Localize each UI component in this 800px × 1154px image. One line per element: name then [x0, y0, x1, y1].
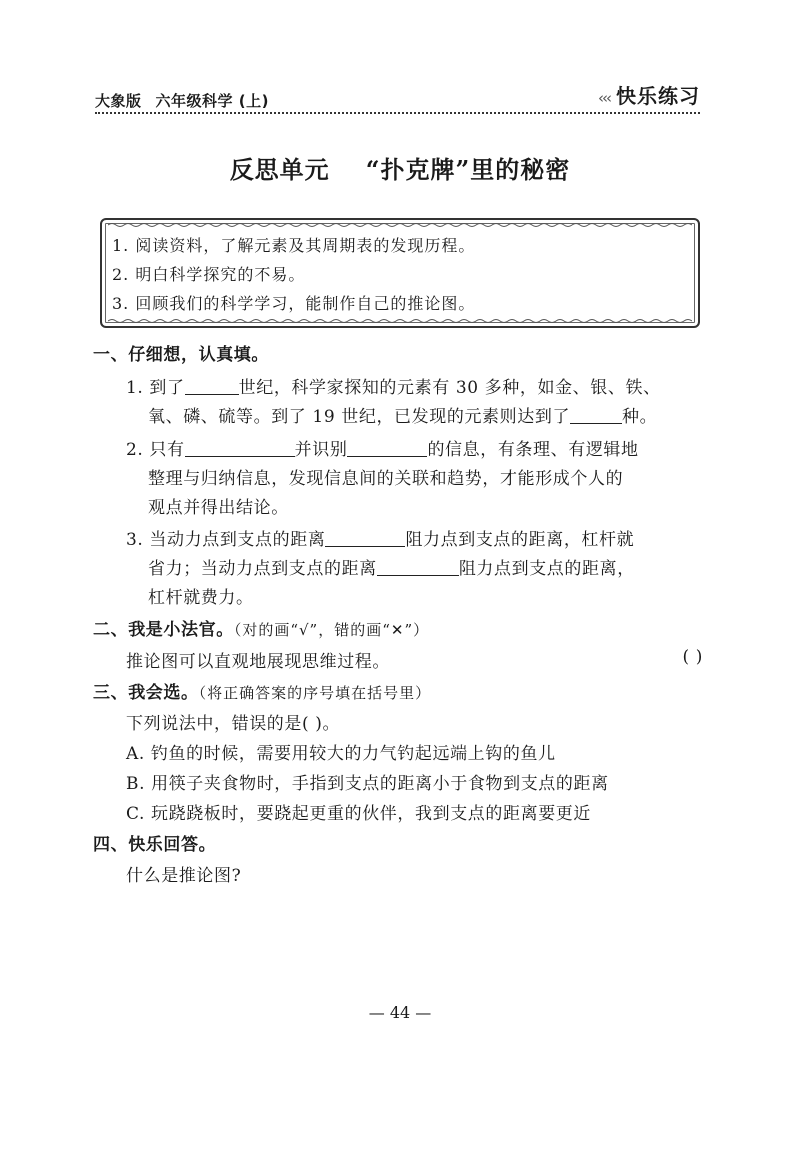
- q3-line-2: [148, 554, 635, 579]
- section-3-heading-line: [93, 678, 431, 703]
- section-4-heading: 四、快乐回答。: [93, 835, 217, 855]
- q2-line-3: 观点并得出结论。: [148, 498, 289, 518]
- goal-item: 3. 回顾我们的科学学习，能制作自己的推论图。: [112, 294, 476, 313]
- q1-text-d: 种。: [622, 407, 658, 427]
- wavy-border-bottom: [108, 318, 692, 324]
- topic-title: “扑克牌”里的秘密: [365, 155, 571, 184]
- header-book-info: [95, 90, 269, 111]
- section-2-heading-line: [93, 615, 429, 640]
- choice-option-b: B. 用筷子夹食物时，手指到支点的距离小于食物到支点的距离: [126, 774, 609, 794]
- section-2-heading: 二、我是小法官。: [93, 620, 234, 640]
- section-3-note: （将正确答案的序号填在括号里）: [198, 684, 432, 702]
- section-1-heading: 一、仔细想，认真填。: [93, 345, 269, 365]
- q3-text-d: 阻力点到支点的距离，: [458, 559, 635, 579]
- page-number: — 44 —: [368, 1003, 432, 1022]
- goal-item: 1. 阅读资料，了解元素及其周期表的发现历程。: [112, 236, 476, 255]
- q3-text-a: 3. 当动力点到支点的距离: [126, 530, 326, 550]
- answer-question: 什么是推论图?: [126, 866, 242, 886]
- goal-item: 2. 明白科学探究的不易。: [112, 265, 306, 284]
- q2-text-b: 并识别: [294, 440, 348, 460]
- q3-blank-1[interactable]: [325, 530, 405, 547]
- section-2-note: （对的画“√”，错的画“✕”）: [233, 621, 430, 639]
- q1-line-1: [126, 373, 661, 398]
- q3-blank-2[interactable]: [377, 559, 459, 576]
- q1-blank-1[interactable]: [185, 378, 239, 395]
- q1-line-2: [148, 402, 657, 427]
- q2-line-1: [126, 435, 639, 460]
- q3-line-3: 杠杆就费力。: [148, 588, 254, 608]
- q2-text-a: 2. 只有: [126, 440, 185, 460]
- q1-blank-2[interactable]: [570, 407, 622, 424]
- choice-question: 下列说法中，错误的是( )。: [126, 714, 341, 734]
- q3-text-b: 阻力点到支点的距离，杠杆就: [405, 530, 635, 550]
- learning-goals-box: [100, 218, 700, 328]
- wavy-border-top: [108, 222, 692, 228]
- q1-text-a: 1. 到了: [126, 378, 185, 398]
- q3-text-c: 省力；当动力点到支点的距离: [148, 559, 377, 579]
- q2-line-2: 整理与归纳信息，发现信息间的关联和趋势，才能形成个人的: [148, 469, 624, 489]
- q3-line-1: [126, 525, 634, 550]
- q2-blank-2[interactable]: [347, 440, 427, 457]
- judge-statement: 推论图可以直观地展现思维过程。: [126, 652, 390, 672]
- judge-answer-paren[interactable]: ( ): [682, 647, 703, 667]
- q2-text-c: 的信息，有条理、有逻辑地: [427, 440, 639, 460]
- q2-blank-1[interactable]: [185, 440, 295, 457]
- page-title: [0, 150, 800, 185]
- header-divider: [95, 112, 700, 114]
- choice-option-a: A. 钓鱼的时候，需要用较大的力气钓起远端上钩的鱼儿: [126, 744, 556, 764]
- running-header: [95, 78, 700, 114]
- choice-option-c: C. 玩跷跷板时，要跷起更重的伙伴，我到支点的距离要更近: [126, 804, 592, 824]
- chevrons-icon: ‹‹‹: [598, 89, 610, 107]
- series-label: 快乐练习: [616, 84, 700, 108]
- book-label: 六年级科学 (上): [155, 92, 269, 110]
- header-series: [598, 80, 700, 109]
- unit-title: 反思单元: [229, 155, 330, 184]
- publisher-label: 大象版: [95, 92, 142, 110]
- q1-text-b: 世纪，科学家探知的元素有 30 多种，如金、银、铁、: [238, 378, 661, 398]
- section-3-heading: 三、我会选。: [93, 683, 199, 703]
- q1-text-c: 氧、磷、硫等。到了 19 世纪，已发现的元素则达到了: [148, 407, 571, 427]
